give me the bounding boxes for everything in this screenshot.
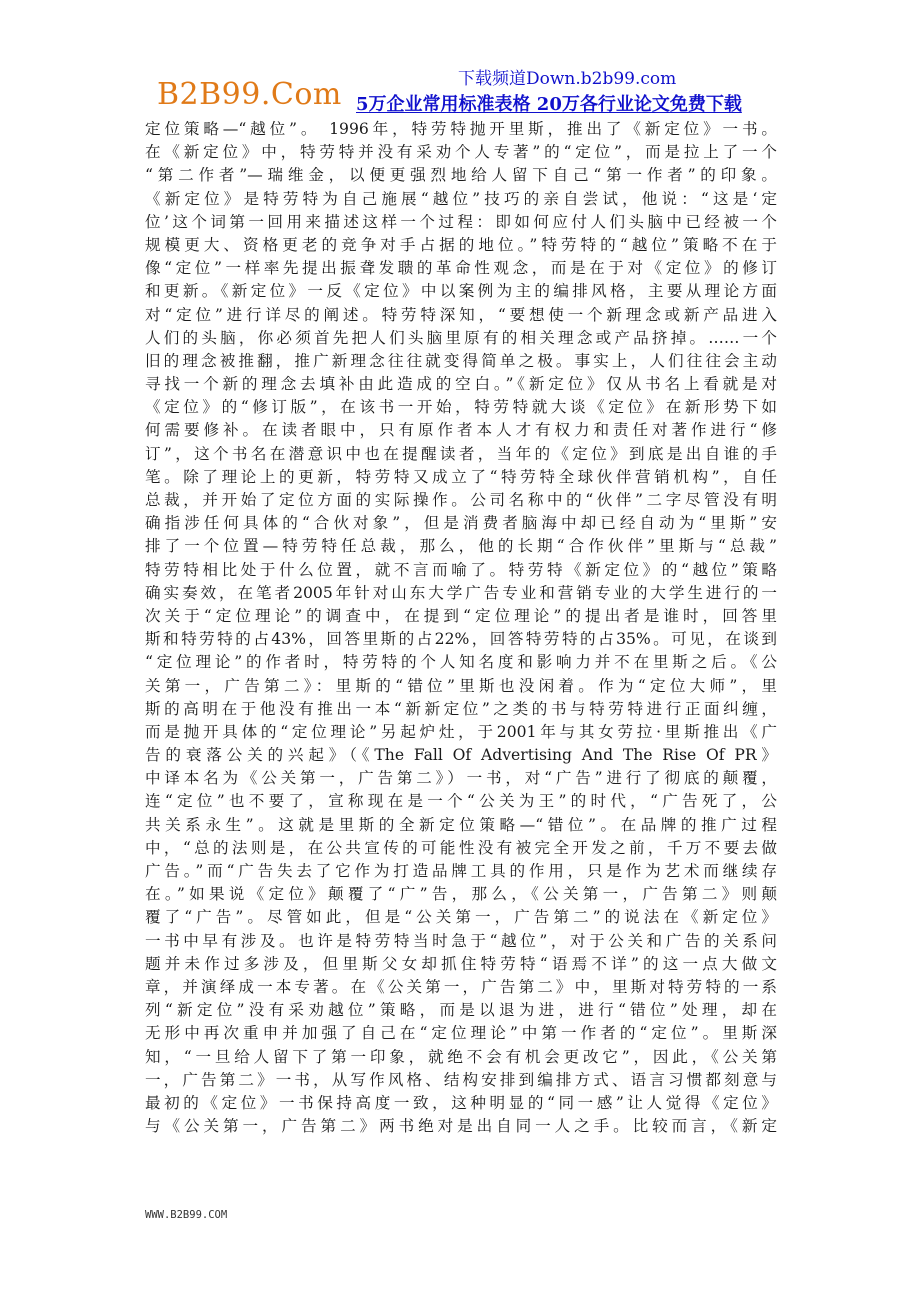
body-text-line: 斯和特劳特的占43%，回答里斯的占22%，回答特劳特的占35%。可见，在谈到 bbox=[145, 630, 777, 649]
page-header bbox=[0, 0, 920, 118]
body-text-line: 对“定位”进行详尽的阐述。特劳特深知，“要想使一个新理念或新产品进入 bbox=[145, 305, 777, 324]
body-text-line: 位’这个词第一回用来描述这样一个过程：即如何应付人们头脑中已经被一个 bbox=[145, 212, 777, 231]
document-body bbox=[145, 118, 777, 1138]
promo-tagline-link[interactable]: 5万企业常用标准表格 20万各行业论文免费下载 bbox=[356, 94, 742, 115]
body-text-line: 旧的理念被推翻，推广新理念往往就变得简单之极。事实上，人们往往会主动 bbox=[145, 351, 777, 370]
body-text-line: 无形中再次重申并加强了自己在“定位理论”中第一作者的“定位”。里斯深 bbox=[145, 1024, 777, 1043]
body-text-line: 规模更大、资格更老的竞争对手占据的地位。”特劳特的“越位”策略不在于 bbox=[145, 235, 777, 254]
body-text-line: 中，“总的法则是，在公共宣传的可能性没有被完全开发之前，千万不要去做 bbox=[145, 838, 777, 857]
body-text-line: 排了一个位置—特劳特任总裁，那么，他的长期“合作伙伴”里斯与“总裁” bbox=[145, 537, 777, 556]
site-logo[interactable]: B2B99.Com bbox=[157, 77, 342, 112]
body-text-line: 《定位》的“修订版”，在该书一开始，特劳特就大谈《定位》在新形势下如 bbox=[145, 398, 777, 417]
body-text-line: 与《公关第一，广告第二》两书绝对是出自同一人之手。比较而言，《新定 bbox=[145, 1117, 777, 1136]
body-text-line: 告的衰落公关的兴起》（《The Fall Of Advertising And The Rise Of PR》 bbox=[145, 746, 777, 765]
body-text-line: 笔。除了理论上的更新，特劳特又成立了“特劳特全球伙伴营销机构”，自任 bbox=[145, 467, 777, 486]
body-text-line: 订”，这个书名在潜意识中也在提醒读者，当年的《定位》到底是出自谁的手 bbox=[145, 444, 777, 463]
body-text-line: “定位理论”的作者时，特劳特的个人知名度和影响力并不在里斯之后。《公 bbox=[145, 653, 777, 672]
body-text-line: 最初的《定位》一书保持高度一致，这种明显的“同一感”让人觉得《定位》 bbox=[145, 1093, 777, 1112]
body-text-line: 连“定位”也不要了，宣称现在是一个“公关为王”的时代，“广告死了，公 bbox=[145, 792, 777, 811]
body-text-line: 寻找一个新的理念去填补由此造成的空白。”《新定位》仅从书名上看就是对 bbox=[145, 375, 777, 394]
download-channel-link[interactable]: 下载频道Down.b2b99.com bbox=[458, 69, 677, 89]
body-text-line: 一书中早有涉及。也许是特劳特当时急于“越位”，对于公关和广告的关系问 bbox=[145, 931, 777, 950]
body-text-line: 广告。”而“广告失去了它作为打造品牌工具的作用，只是作为艺术而继续存 bbox=[145, 862, 777, 880]
body-text-line: 题并未作过多涉及，但里斯父女却抓住特劳特“语焉不详”的这一点大做文 bbox=[145, 954, 777, 973]
body-text-line: “第二作者”—瑞维金，以便更强烈地给人留下自己“第一作者”的印象。 bbox=[145, 166, 777, 185]
body-text-line: 在《新定位》中，特劳特并没有采劝个人专著”的“定位”，而是拉上了一个 bbox=[145, 143, 777, 162]
body-text-line: 知，“一旦给人留下了第一印象，就绝不会有机会更改它”，因此，《公关第 bbox=[145, 1047, 777, 1066]
body-text-line: 何需要修补。在读者眼中，只有原作者本人才有权力和责任对著作进行“修 bbox=[145, 421, 777, 440]
body-text-line: 中译本名为《公关第一，广告第二》）一书，对“广告”进行了彻底的颠覆， bbox=[145, 769, 777, 788]
body-text-line: 章，并演绎成一本专著。在《公关第一，广告第二》中，里斯对特劳特的一系 bbox=[145, 977, 777, 996]
body-text-line: 共关系永生”。这就是里斯的全新定位策略—“错位”。在品牌的推广过程 bbox=[145, 815, 777, 834]
body-text-line: 关第一，广告第二》：里斯的“错位”里斯也没闲着。作为“定位大师”，里 bbox=[145, 676, 777, 695]
body-text-line: 特劳特相比处于什么位置，就不言而喻了。特劳特《新定位》的“越位”策略 bbox=[145, 560, 777, 579]
body-text-line: 人们的头脑，你必须首先把人们头脑里原有的相关理念或产品挤掉。……一个 bbox=[145, 328, 777, 347]
body-text-line: 确实奏效，在笔者2005年针对山东大学广告专业和营销专业的大学生进行的一 bbox=[145, 583, 777, 602]
body-text-line: 次关于“定位理论”的调查中，在提到“定位理论”的提出者是谁时，回答里 bbox=[145, 606, 777, 625]
body-text-line: 确指涉任何具体的“合伙对象”，但是消费者脑海中却已经自动为“里斯”安 bbox=[145, 514, 777, 533]
body-text-line: 斯的高明在于他没有推出一本“新新定位”之类的书与特劳特进行正面纠缠， bbox=[145, 699, 777, 718]
body-text-line: 《新定位》是特劳特为自己施展“越位”技巧的亲自尝试，他说：“这是‘定 bbox=[145, 189, 777, 208]
body-text-line: 一，广告第二》一书，从写作风格、结构安排到编排方式、语言习惯都刻意与 bbox=[145, 1070, 777, 1089]
body-text-line: 总裁，并开始了定位方面的实际操作。公司名称中的“伙伴”二字尽管没有明 bbox=[145, 491, 777, 509]
body-text-line: 而是抛开具体的“定位理论”另起炉灶，于2001年与其女劳拉·里斯推出《广 bbox=[145, 722, 777, 741]
body-text-line: 列“新定位”没有采劝越位”策略，而是以退为进，进行“错位”处理，却在 bbox=[145, 1001, 777, 1020]
body-text-line: 定位策略—“越位”。 1996年，特劳特抛开里斯，推出了《新定位》一书。 bbox=[145, 120, 777, 138]
body-text-line: 覆了“广告”。尽管如此，但是“公关第一，广告第二”的说法在《新定位》 bbox=[145, 908, 777, 927]
body-text-line: 和更新。《新定位》一反《定位》中以案例为主的编排风格，主要从理论方面 bbox=[145, 282, 777, 301]
footer-site-url: WWW.B2B99.COM bbox=[145, 1209, 228, 1221]
body-text-line: 在。”如果说《定位》颠覆了“广”告，那么，《公关第一，广告第二》则颠 bbox=[145, 885, 777, 904]
body-text-line: 像“定位”一样率先提出振聋发聩的革命性观念，而是在于对《定位》的修订 bbox=[145, 259, 777, 278]
